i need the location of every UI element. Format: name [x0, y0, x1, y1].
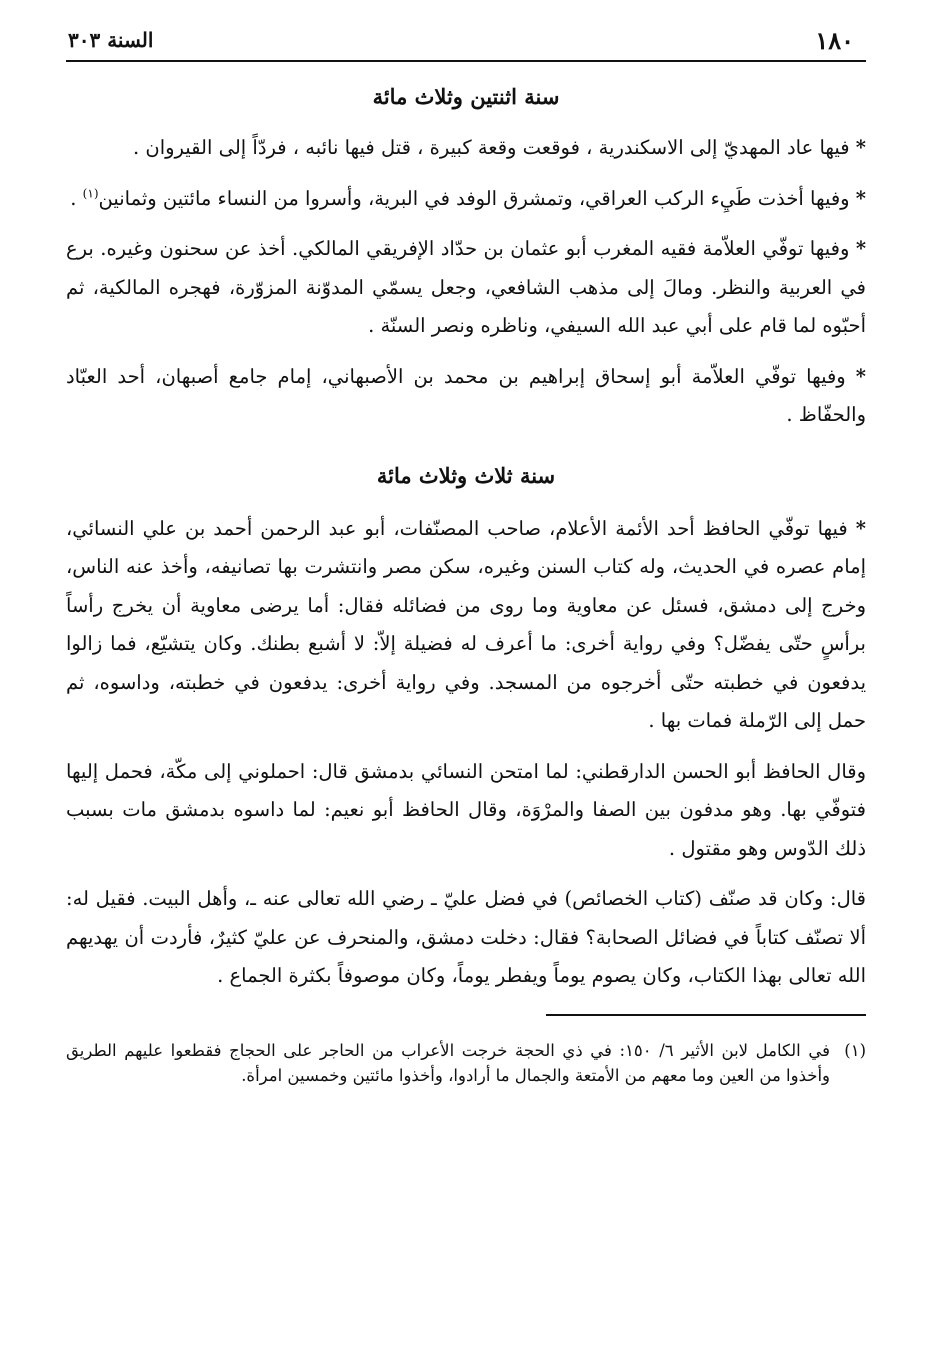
paragraph	[66, 230, 866, 346]
bullet-star: *	[855, 364, 866, 388]
paragraph-text: وقال الحافظ أبو الحسن الدارقطني: لما امتحن النسائي بدمشق قال: احملوني إلى مكّة، فحمل إليها فتوفّي بها. وهو مدفون بين الصفا والمرْوَة، وقال الحافظ أبو نعيم: لما داسوه بدمشق مات بسبب ذلك الدّوس وهو مقتول .	[66, 759, 866, 860]
paragraph-text: فيها عاد المهديّ إلى الاسكندرية ، فوقعت وقعة كبيرة ، قتل فيها نائبه ، فردّاً إلى القيروان .	[132, 136, 850, 159]
section-title-303: سنة ثلاث وثلاث مائة	[376, 462, 556, 488]
footnote-divider	[546, 1014, 866, 1016]
paragraph	[66, 129, 866, 168]
footnote-reference[interactable]: (١)	[82, 186, 99, 200]
footnote	[66, 1038, 866, 1088]
paragraph	[66, 510, 866, 741]
paragraph-text: وفيها توفّي العلاّمة فقيه المغرب أبو عثمان بن حدّاد الإفريقي المالكي. أخذ عن سحنون وغيره. برع في العربية والنظر. ومالَ إلى مذهب الشافعي، وجعل يسمّي المدوّنة المزوّرة، فهجره المالكية، ثم أحبّوه لما قام على أبي عبد الله السيفي، وناظره ونصر السنّة .	[66, 237, 866, 337]
page-header	[66, 24, 866, 62]
paragraph	[66, 753, 866, 869]
paragraph-text: قال: وكان قد صنّف (كتاب الخصائص) في فضل عليّ ـ رضي الله تعالى عنه ـ، وأهل البيت. فقيل له: ألا تصنّف كتاباً في فضائل الصحابة؟ فقال: دخلت دمشق، والمنحرف عن عليّ كثيرٌ، فأردت أن يهديهم الله تعالى بهذا الكتاب، وكان يصوم يوماً ويفطر يوماً، وكان موصوفاً بكثرة الجماع .	[66, 887, 866, 987]
paragraph	[66, 358, 866, 435]
running-head: السنة ٣٠٣	[68, 28, 154, 52]
page-number: ١٨٠	[815, 26, 854, 55]
footnote-number: (١)	[844, 1040, 866, 1060]
bullet-star: *	[855, 186, 866, 210]
bullet-star: *	[855, 516, 866, 540]
bullet-star: *	[855, 136, 866, 159]
paragraph-text: وفيها أخذت طَيِء الركب العراقي، وتمشرق الوفد في البرية، وأسروا من النساء مائتين وثمانين	[98, 186, 850, 210]
paragraph-tail: .	[70, 186, 77, 210]
paragraph	[66, 180, 866, 219]
book-page	[66, 24, 866, 1088]
bullet-star: *	[855, 237, 867, 260]
section-title-302: سنة اثنتين وثلاث مائة	[372, 84, 560, 109]
paragraph	[66, 880, 866, 996]
footnote-text: في الكامل لابن الأثير ٦/ ١٥٠: في ذي الحجة خرجت الأعراب من الحاجر على الحجاج فقطعوا عليهم الطريق وأخذوا من العين وما معهم من الأمتعة والجمال ما أرادوا، وأخذوا مائتين وخمسين امرأة.	[66, 1040, 830, 1085]
paragraph-text: فيها توفّي الحافظ أحد الأئمة الأعلام، صاحب المصنّفات، أبو عبد الرحمن أحمد بن علي النسائي، إمام عصره في الحديث، وله كتاب السنن وغيره، سكن مصر وانتشرت بها تصانيفه، وأخذ عنه الناس، وخرج إلى دمشق، فسئل عن معاوية وما روى من فضائله فقال: أما يرضى معاوية أن يخرج رأساً برأسٍ حتّى يفضّل؟ وفي رواية أخرى: ما أعرف له فضيلة إلاّ: لا أشبع بطنك. وكان يتشيّع، فما زالوا يدفعون في خطبته حتّى أخرجوه من المسجد. وفي رواية أخرى: يدفعون في خطبته، وداسوه، ثم حمل إلى الرّملة فمات بها .	[66, 516, 866, 732]
footnotes	[66, 1038, 866, 1088]
paragraph-text: وفيها توفّي العلاّمة أبو إسحاق إبراهيم بن محمد بن الأصبهاني، إمام جامع أصبهان، أحد العبّاد والحفّاظ .	[66, 364, 866, 426]
